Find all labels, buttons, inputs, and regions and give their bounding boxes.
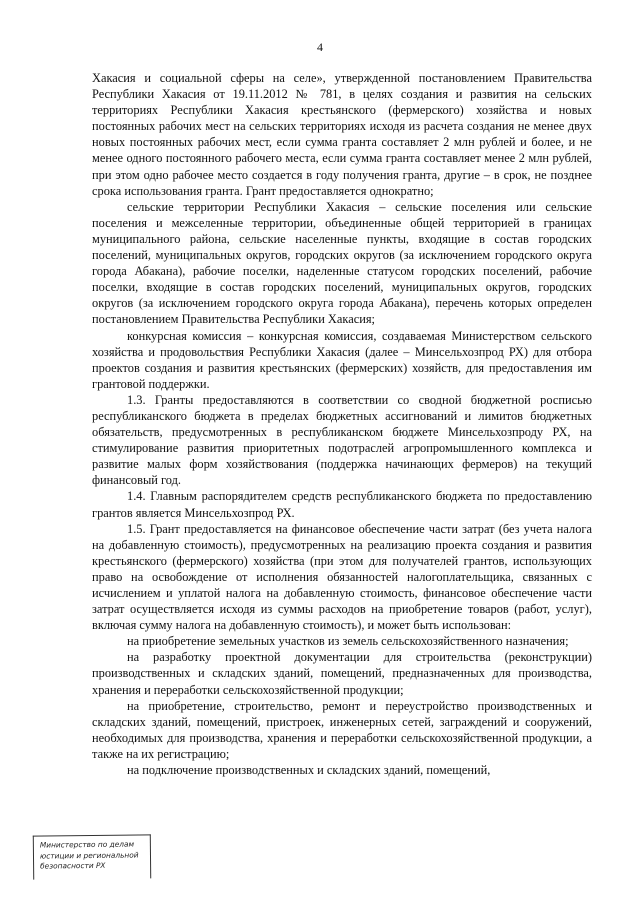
- stamp-line: юстиции и региональной: [39, 850, 139, 861]
- stamp-line: Министерство по делам: [39, 839, 135, 850]
- paragraph-1-5: 1.5. Грант предоставляется на финансовое обеспечение части затрат (без учета налога на добавленную стоимость), предусмотренных на реализацию проекта создания и развития крестьянского (фермерского) хозяйства (при этом для получателей грантов, использующих право на освобождение от исполнения обязанностей налогоплательщика, связанных с исчислением и уплатой налога на добавленную стоимость, финансовое обеспечение части затрат осуществляется исходя из суммы расходов на приобретение товаров (работ, услуг), включая сумму налога на добавленную стоимость), и может быть использован:: [92, 521, 592, 633]
- list-item-land-purchase: на приобретение земельных участков из земель сельскохозяйственного назначения;: [127, 634, 569, 649]
- list-item-construction: на приобретение, строительство, ремонт и переустройство производственных и складских зданий, помещений, пристроек, инженерных сетей, заграждений и сооружений, необходимых для производства, хранения и переработки сельскохозяйственной продукции, а также на их регистрацию;: [92, 698, 592, 761]
- paragraph-competition-commission-definition: конкурсная комиссия – конкурсная комиссия, создаваемая Министерством сельского хозяйства и продовольствия Республики Хакасия (далее – Минсельхозпрод РХ) для отбора проектов создания и развития крестьянских (фермерских) хозяйств, для предоставления им грантовой поддержки.: [92, 328, 592, 391]
- list-item-connection: на подключение производственных и складских зданий, помещений,: [127, 763, 491, 778]
- paragraph-1-4: 1.4. Главным распорядителем средств республиканского бюджета по предоставлению грантов является Минсельхозпрод РХ.: [92, 489, 592, 520]
- document-body: [92, 70, 592, 778]
- page-number: 4: [317, 40, 323, 54]
- paragraph-1-3: 1.3. Гранты предоставляются в соответствии со сводной бюджетной росписью республиканского бюджета в пределах бюджетных ассигнований и лимитов бюджетных обязательств, предусмотренных в республиканском бюджете Минсельхозпроду РХ, на стимулирование развития приоритетных подотраслей агропромышленного комплекса и развитие малых форм хозяйствования (поддержка начинающих фермеров) на текущий финансовый год.: [92, 392, 592, 488]
- stamp-line: безопасности РХ: [40, 860, 106, 871]
- paragraph-continuation: Хакасия и социальной сферы на селе», утвержденной постановлением Правительства Республики Хакасия от 19.11.2012 № 781, в целях создания и развития на сельских территориях Республики Хакасия крестьянского (фермерского) хозяйства и новых постоянных рабочих мест на сельских территориях исходя из расчета создания не менее двух новых постоянных рабочих мест, если сумма гранта составляет 2 млн рублей и более, и не менее одного постоянного рабочего места, если сумма гранта составляет менее 2 млн рублей, при этом одно рабочее место создается в году получения гранта, другие – в срок, не позднее срока использования гранта. Грант предоставляется однократно;: [92, 71, 592, 198]
- list-item-project-documentation: на разработку проектной документации для строительства (реконструкции) производственных и складских зданий, помещений, предназначенных для производства, хранения и переработки сельскохозяйственной продукции;: [92, 650, 592, 697]
- paragraph-rural-territories-definition: сельские территории Республики Хакасия – сельские поселения или сельские поселения и межселенные территории, объединенные общей территорией в границах муниципального района, сельские населенные пункты, входящие в состав городских поселений, муниципальных округов, городских округов (за исключением городского округа города Абакана), рабочие поселки, наделенные статусом городских поселений, рабочие поселки, входящие в состав городских поселений, муниципальных округов, городских округов (за исключением городского округа города Абакана), перечень которых определен постановлением Правительства Республики Хакасия;: [92, 199, 592, 327]
- ministry-stamp: [33, 834, 151, 879]
